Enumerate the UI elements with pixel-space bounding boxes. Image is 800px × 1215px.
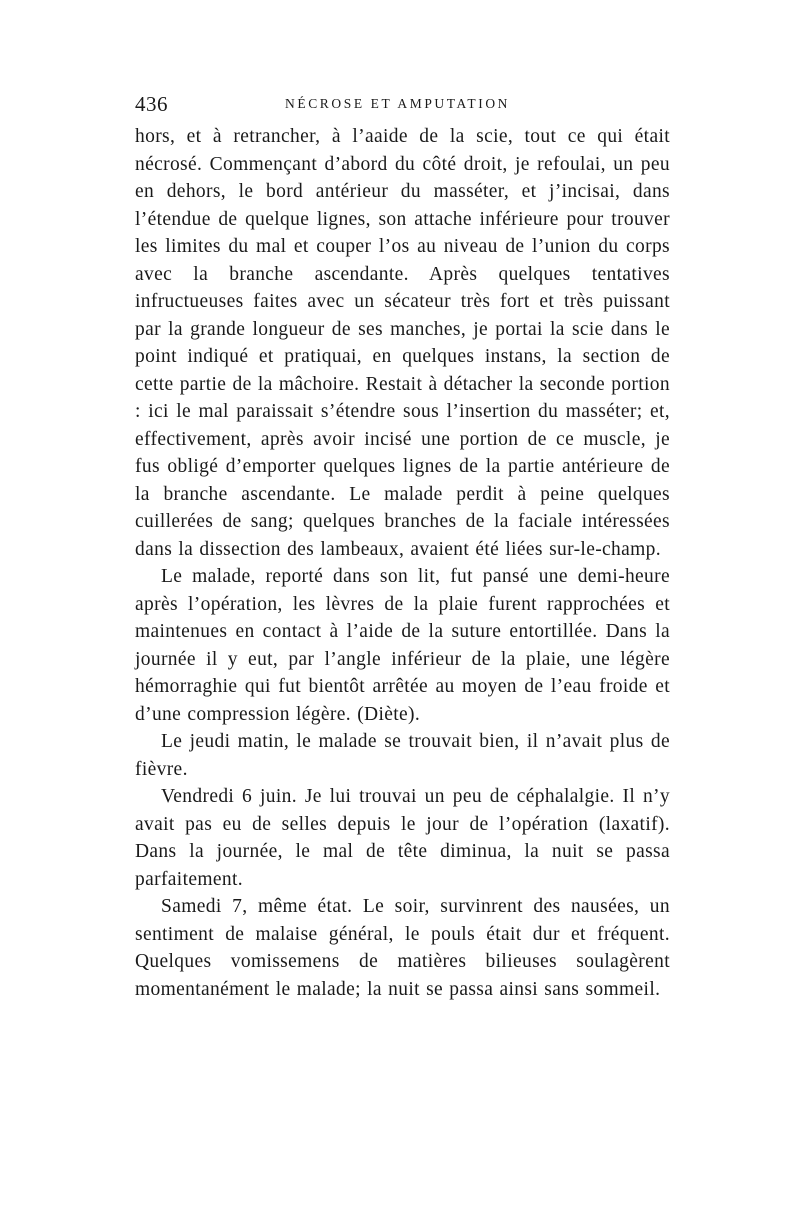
paragraph-continuation: hors, et à retrancher, à l’aaide de la scie, tout ce qui était nécrosé. Commençant d’abord du côté droit, je refoulai, un peu en dehors, le bord antérieur du masséter, et j’incisai, dans l’étendue de quelque lignes, son attache inférieure pour trouver les limites du mal et couper l’os au niveau de l’union du corps avec la branche ascendante. Après quelques tentatives infructueuses faites avec un sécateur très fort et très puissant par la grande longueur de ses manches, je portai la scie dans le point indiqué et pratiquai, en quelques instans, la section de cette partie de la mâchoire. Restait à détacher la seconde portion : ici le mal paraissait s’étendre sous l’insertion du masséter; et, effectivement, après avoir incisé une portion de ce muscle, je fus obligé d’emporter quelques lignes de la partie antérieure de la branche ascendante. Le malade perdit à peine quelques cuillerées de sang; quelques branches de la faciale intéressées dans la dissection des lambeaux, avaient été liées sur-le-champ.: [135, 126, 670, 560]
paragraph-samedi: Samedi 7, même état. Le soir, survinrent des nausées, un sentiment de malaise général, le pouls était dur et fréquent. Quelques vomissemens de matières bilieuses soulagèrent momentanément le malade; la nuit se passa ainsi sans sommeil.: [135, 896, 670, 1000]
paragraph-vendredi: Vendredi 6 juin. Je lui trouvai un peu de céphalalgie. Il n’y avait pas eu de selles depuis le jour de l’opération (laxatif). Dans la journée, le mal de tête diminua, la nuit se passa parfaitement.: [135, 786, 670, 890]
page-number: 436: [135, 92, 168, 116]
running-title: NÉCROSE ET AMPUTATION: [285, 96, 511, 111]
paragraph-pansement: Le malade, reporté dans son lit, fut pansé une demi-heure après l’opération, les lèvres de la plaie furent rapprochées et maintenues en contact à l’aide de la suture entortillée. Dans la journée il y eut, par l’angle inférieur de la plaie, une légère hémorraghie qui fut bientôt arrêtée au moyen de l’eau froide et d’une compression légère. (Diète).: [135, 566, 670, 725]
paragraph-jeudi: Le jeudi matin, le malade se trouvait bien, il n’avait plus de fièvre.: [135, 731, 670, 780]
page-header: [135, 92, 670, 122]
body-text: [135, 123, 670, 1003]
